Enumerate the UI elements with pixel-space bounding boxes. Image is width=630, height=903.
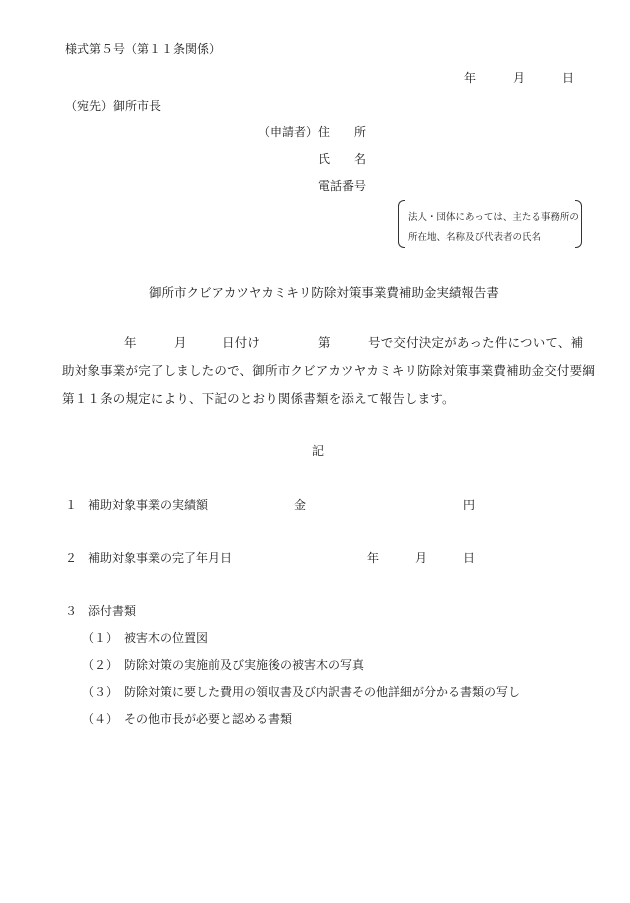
item1-label: 補助対象事業の実績額 <box>88 498 209 512</box>
item3-number: ３ <box>65 604 78 618</box>
date-year: 年 <box>464 71 477 85</box>
body-year: 年 <box>124 335 137 350</box>
item2-year: 年 <box>367 551 380 565</box>
item1-kin: 金 <box>294 498 307 512</box>
body-line2: 助対象事業が完了しましたので、御所市クビアカツヤカミキリ防除対策事業費補助金交付要綱 <box>62 363 596 378</box>
attachment-2-text: 防除対策の実施前及び実施後の被害木の写真 <box>124 658 365 672</box>
applicant-address: 住 所 <box>318 125 367 139</box>
form-number: 様式第５号（第１１条関係） <box>65 42 222 56</box>
item2-label: 補助対象事業の完了年月日 <box>88 551 233 565</box>
attachment-4-text: その他市長が必要と認める書類 <box>124 712 293 726</box>
item1-number: １ <box>65 498 78 512</box>
body-line3: 第１１条の規定により、下記のとおり関係書類を添えて報告します。 <box>62 391 455 406</box>
note-line-1: 法人・団体にあっては、主たる事務所の <box>408 212 579 223</box>
ki-heading: 記 <box>312 444 325 458</box>
attachment-3-text: 防除対策に要した費用の領収書及び内訳書その他詳細が分かる書類の写し <box>124 685 521 699</box>
item3-label: 添付書類 <box>88 604 137 618</box>
attachment-1-num: （１） <box>82 631 119 645</box>
note-bracket <box>398 200 582 248</box>
attachment-1-text: 被害木の位置図 <box>124 631 209 645</box>
note-line-2: 所在地、名称及び代表者の氏名 <box>408 232 542 243</box>
applicant-label: （申請者） <box>258 125 319 139</box>
item2-day: 日 <box>463 551 476 565</box>
body-dated: 日付け <box>222 335 261 350</box>
item2-month: 月 <box>415 551 428 565</box>
applicant-phone: 電話番号 <box>318 179 367 193</box>
date-month: 月 <box>513 71 526 85</box>
addressee: （宛先）御所市長 <box>65 99 162 113</box>
attachment-4-num: （４） <box>82 712 119 726</box>
attachment-3-num: （３） <box>82 685 119 699</box>
body-month: 月 <box>174 335 187 350</box>
item2-number: ２ <box>65 551 78 565</box>
body-no: 第 <box>318 335 331 350</box>
attachment-2-num: （２） <box>82 658 119 672</box>
body-line1-rest: 号で交付決定があった件について、補 <box>368 335 584 350</box>
item1-yen: 円 <box>463 498 476 512</box>
date-day: 日 <box>562 71 575 85</box>
document-title: 御所市クビアカツヤカミキリ防除対策事業費補助金実績報告書 <box>149 285 499 300</box>
applicant-name: 氏 名 <box>318 152 367 166</box>
